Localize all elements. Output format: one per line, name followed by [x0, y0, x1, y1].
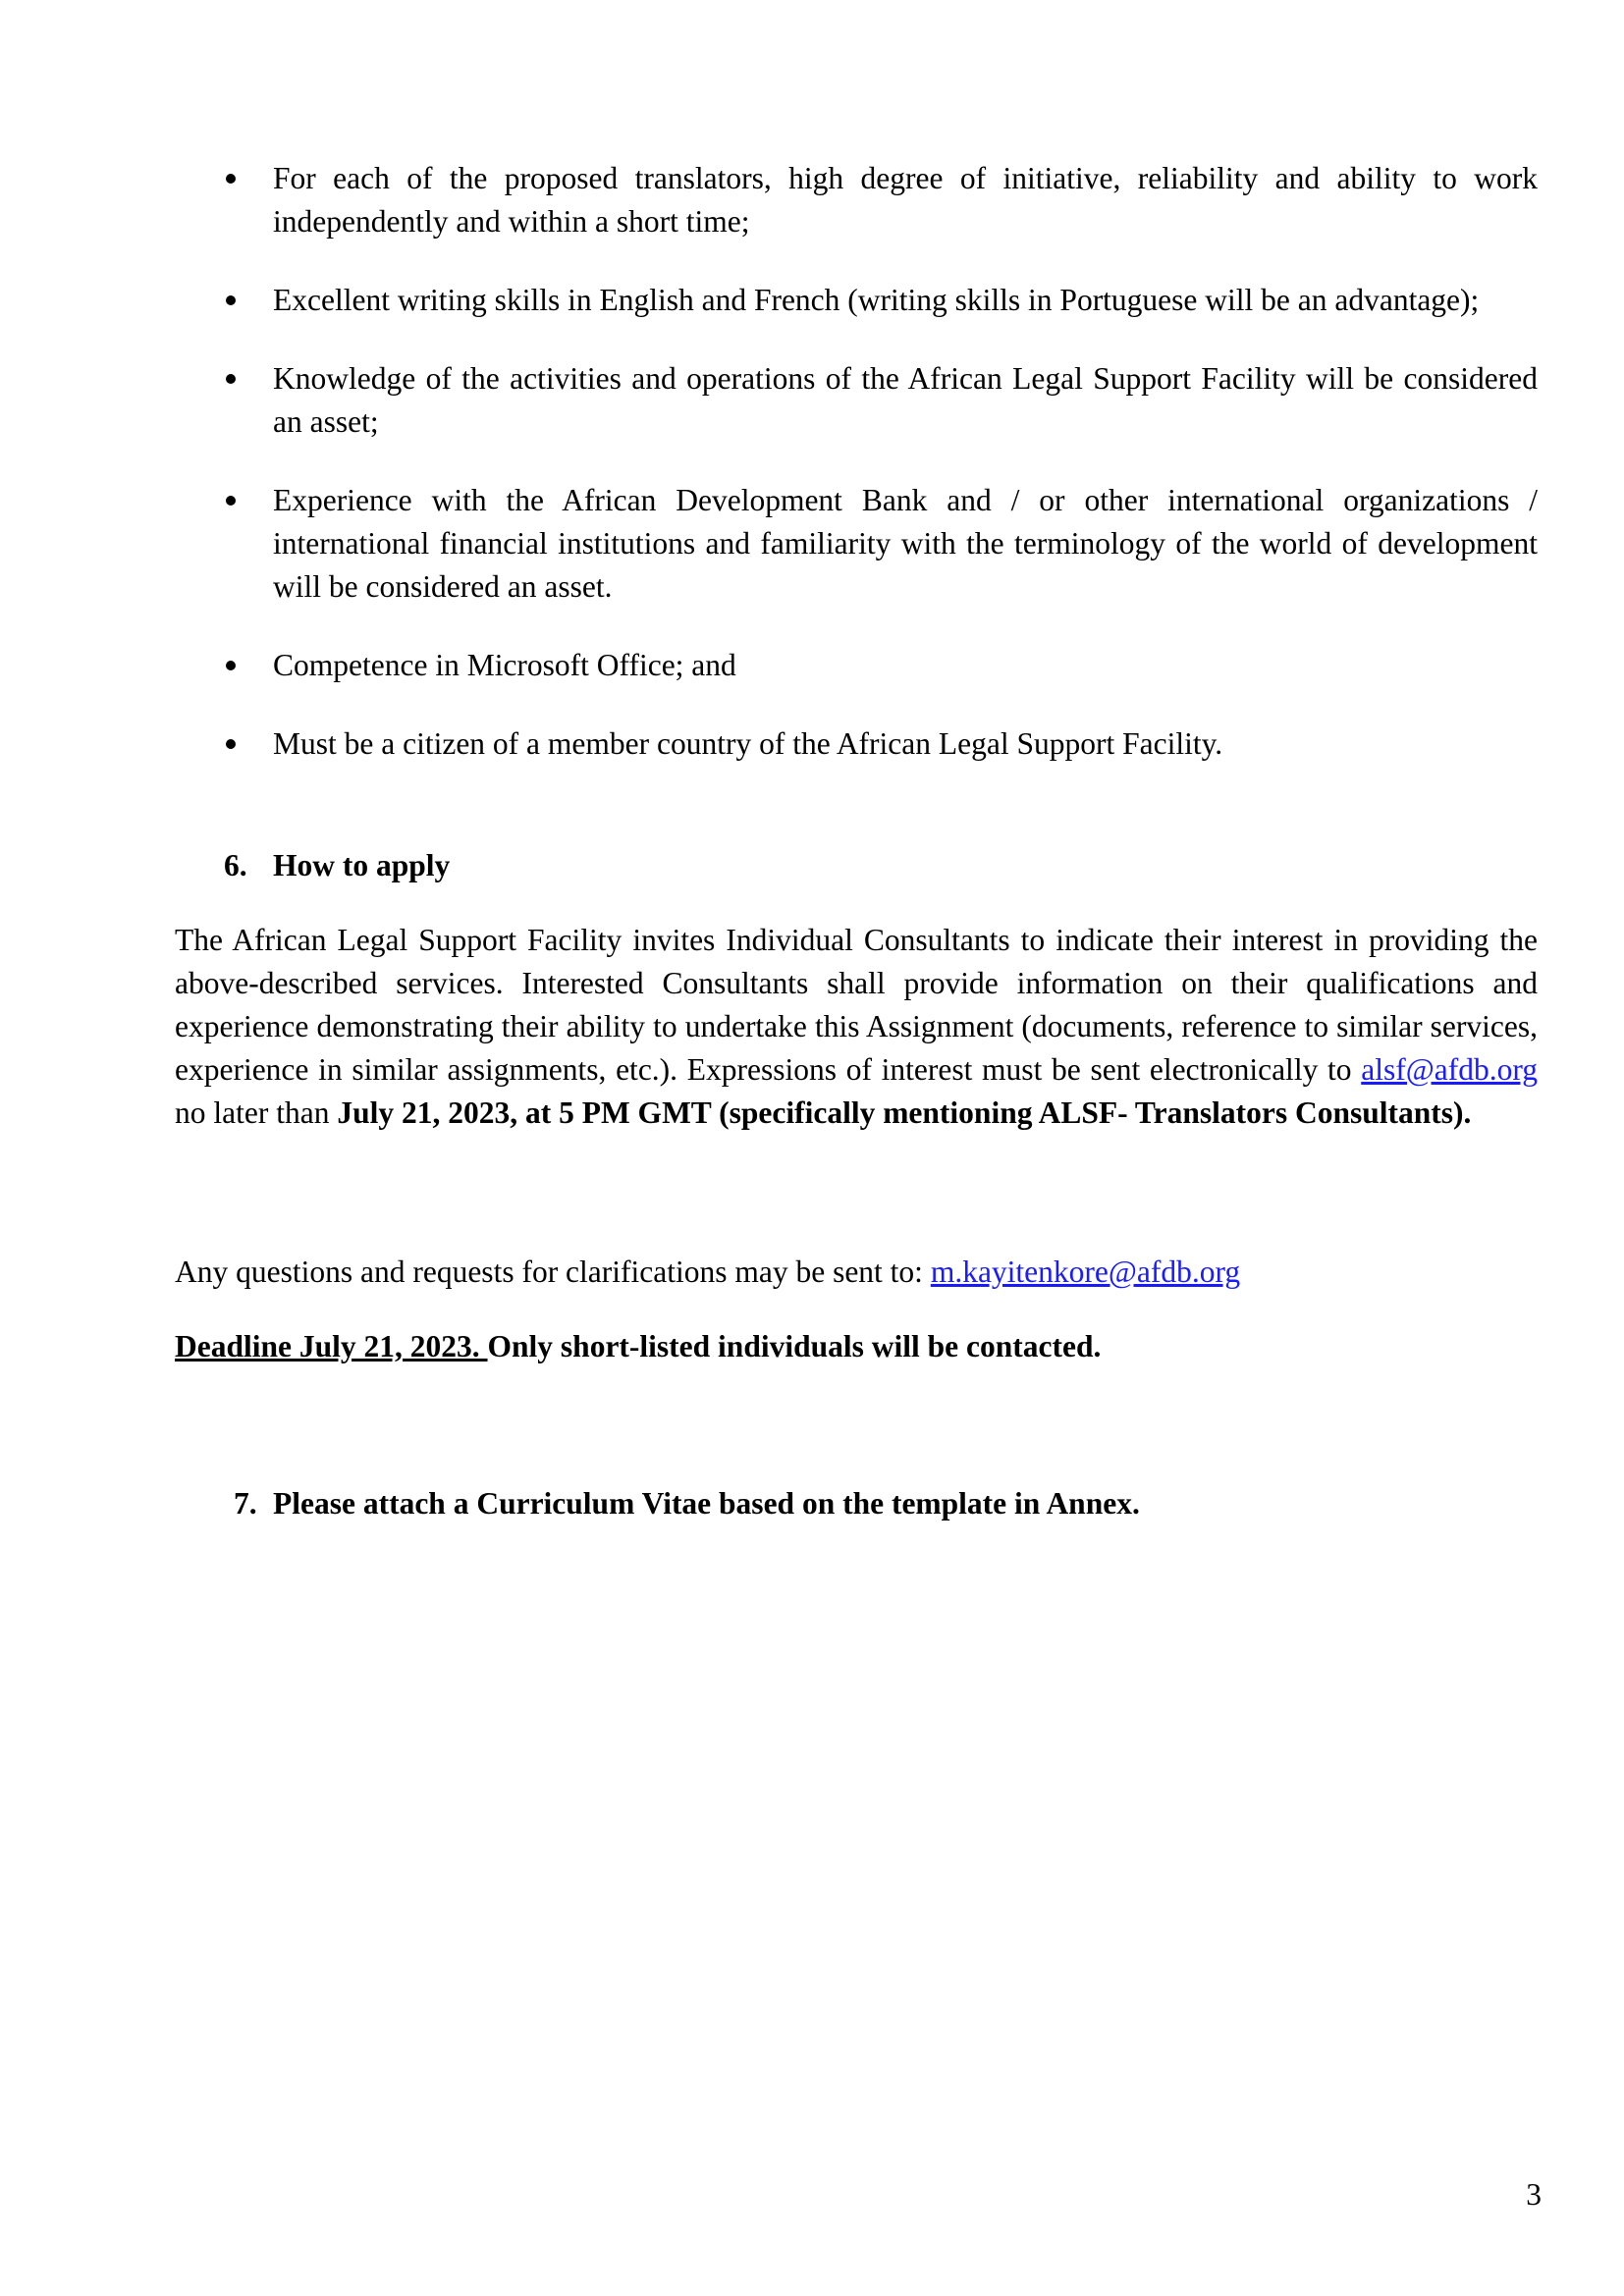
bullet-icon: [226, 739, 236, 749]
requirement-text: Must be a citizen of a member country of the African Legal Support Facility.: [273, 726, 1223, 761]
requirement-text: Excellent writing skills in English and French (writing skills in Portuguese will be an advantage);: [273, 283, 1480, 317]
requirements-list: [175, 157, 1538, 801]
apply-deadline-bold: July 21, 2023, at 5 PM GMT (specifically mentioning ALSF- Translators Consultants).: [337, 1095, 1472, 1130]
contact-email-link[interactable]: m.kayitenkore@afdb.org: [930, 1255, 1241, 1289]
section-number: 7.: [234, 1486, 257, 1521]
apply-paragraph: [175, 919, 1538, 1135]
apply-text: The African Legal Support Facility invites Individual Consultants to indicate their interest in providing the above-described services. Interested Consultants shall provide information on their qualifications and experience demonstrating their ability to undertake this Assignment (documents, reference to similar services, experience in similar assignments, etc.). Expressions of interest must be sent electronically to: [175, 923, 1538, 1087]
section-title: How to apply: [273, 848, 451, 882]
section-title: Please attach a Curriculum Vitae based on the template in Annex.: [273, 1486, 1140, 1521]
requirement-text: Knowledge of the activities and operations of the African Legal Support Facility will be considered an asset;: [273, 361, 1538, 439]
bullet-icon: [226, 374, 236, 384]
requirement-item: [175, 357, 1538, 444]
bullet-icon: [226, 496, 236, 506]
deadline-line: [175, 1325, 1538, 1368]
bullet-icon: [226, 174, 236, 184]
apply-text-continued: no later than: [175, 1095, 338, 1130]
alsf-email-link[interactable]: alsf@afdb.org: [1361, 1052, 1538, 1087]
requirement-item: [175, 644, 1538, 687]
deadline-rest: Only short-listed individuals will be contacted.: [487, 1329, 1102, 1363]
section-6-heading: [224, 844, 450, 887]
requirement-item: [175, 722, 1538, 766]
requirement-text: Experience with the African Development Bank and / or other international organizations / international financial institutions and familiarity with the terminology of the world of development will be considered an asset.: [273, 483, 1538, 604]
page-number: 3: [1526, 2177, 1542, 2212]
questions-line: [175, 1251, 1538, 1294]
section-7-heading: [234, 1482, 1140, 1525]
bullet-icon: [226, 295, 236, 305]
bullet-icon: [226, 661, 236, 670]
section-number: 6.: [224, 848, 247, 882]
questions-text: Any questions and requests for clarifications may be sent to:: [175, 1255, 931, 1289]
requirement-text: Competence in Microsoft Office; and: [273, 648, 736, 682]
requirement-item: [175, 279, 1538, 322]
deadline-underlined: Deadline July 21, 2023.: [175, 1329, 488, 1363]
requirement-item: [175, 479, 1538, 609]
requirement-item: [175, 157, 1538, 243]
requirement-text: For each of the proposed translators, high degree of initiative, reliability and ability to work independently and within a short time;: [273, 161, 1538, 239]
